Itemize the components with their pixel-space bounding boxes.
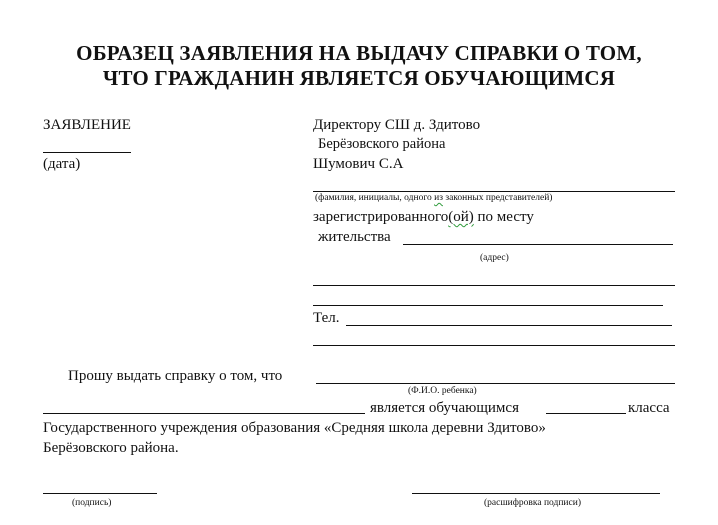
addressee-director: Директору СШ д. Здитово xyxy=(313,117,481,133)
child-name-hint: (Ф.И.О. ребенка) xyxy=(408,386,477,396)
addressee-district: Берёзовского района xyxy=(318,136,446,152)
address-line-2 xyxy=(313,305,663,306)
address-hint: (адрес) xyxy=(480,253,509,263)
date-blank-line xyxy=(43,152,131,153)
phone-line xyxy=(346,325,672,326)
extra-line xyxy=(313,345,675,346)
request-text: Прошу выдать справку о том, что xyxy=(68,368,283,384)
applicant-name-line xyxy=(313,191,675,192)
class-word: класса xyxy=(628,400,670,416)
signature-line xyxy=(43,493,157,494)
residence-line xyxy=(403,244,673,245)
child-name-line xyxy=(316,383,675,384)
institution-line: Государственного учреждения образования «Средняя школа деревни Здитово» xyxy=(43,420,546,436)
addressee-name: Шумович С.А xyxy=(313,156,404,172)
residence-label: жительства xyxy=(318,229,391,245)
is-student-text: является обучающимся xyxy=(370,400,519,416)
address-line-1 xyxy=(313,285,675,286)
spellcheck-flag: из xyxy=(434,193,443,203)
page-title-line-2: ЧТО ГРАЖДАНИН ЯВЛЯЕТСЯ ОБУЧАЮЩИМСЯ xyxy=(102,66,616,90)
signature-decoding-hint: (расшифровка подписи) xyxy=(484,498,581,508)
page-title-line-1: ОБРАЗЕЦ ЗАЯВЛЕНИЯ НА ВЫДАЧУ СПРАВКИ О ТОМ, xyxy=(76,41,642,65)
signature-decoding-line xyxy=(412,493,660,494)
class-number-line xyxy=(546,413,626,414)
phone-label: Тел. xyxy=(313,310,340,326)
district-line: Берёзовского района. xyxy=(43,440,179,456)
signature-hint: (подпись) xyxy=(72,498,112,508)
child-name-continuation-line xyxy=(43,413,365,414)
applicant-name-hint: (фамилия, инициалы, одного из законных представителей) xyxy=(315,193,553,203)
document-type-label: ЗАЯВЛЕНИЕ xyxy=(43,117,131,133)
spellcheck-flag: (ой) xyxy=(448,209,474,225)
date-label: (дата) xyxy=(43,156,81,172)
registered-label: зарегистрированного(ой) по месту xyxy=(313,209,534,225)
